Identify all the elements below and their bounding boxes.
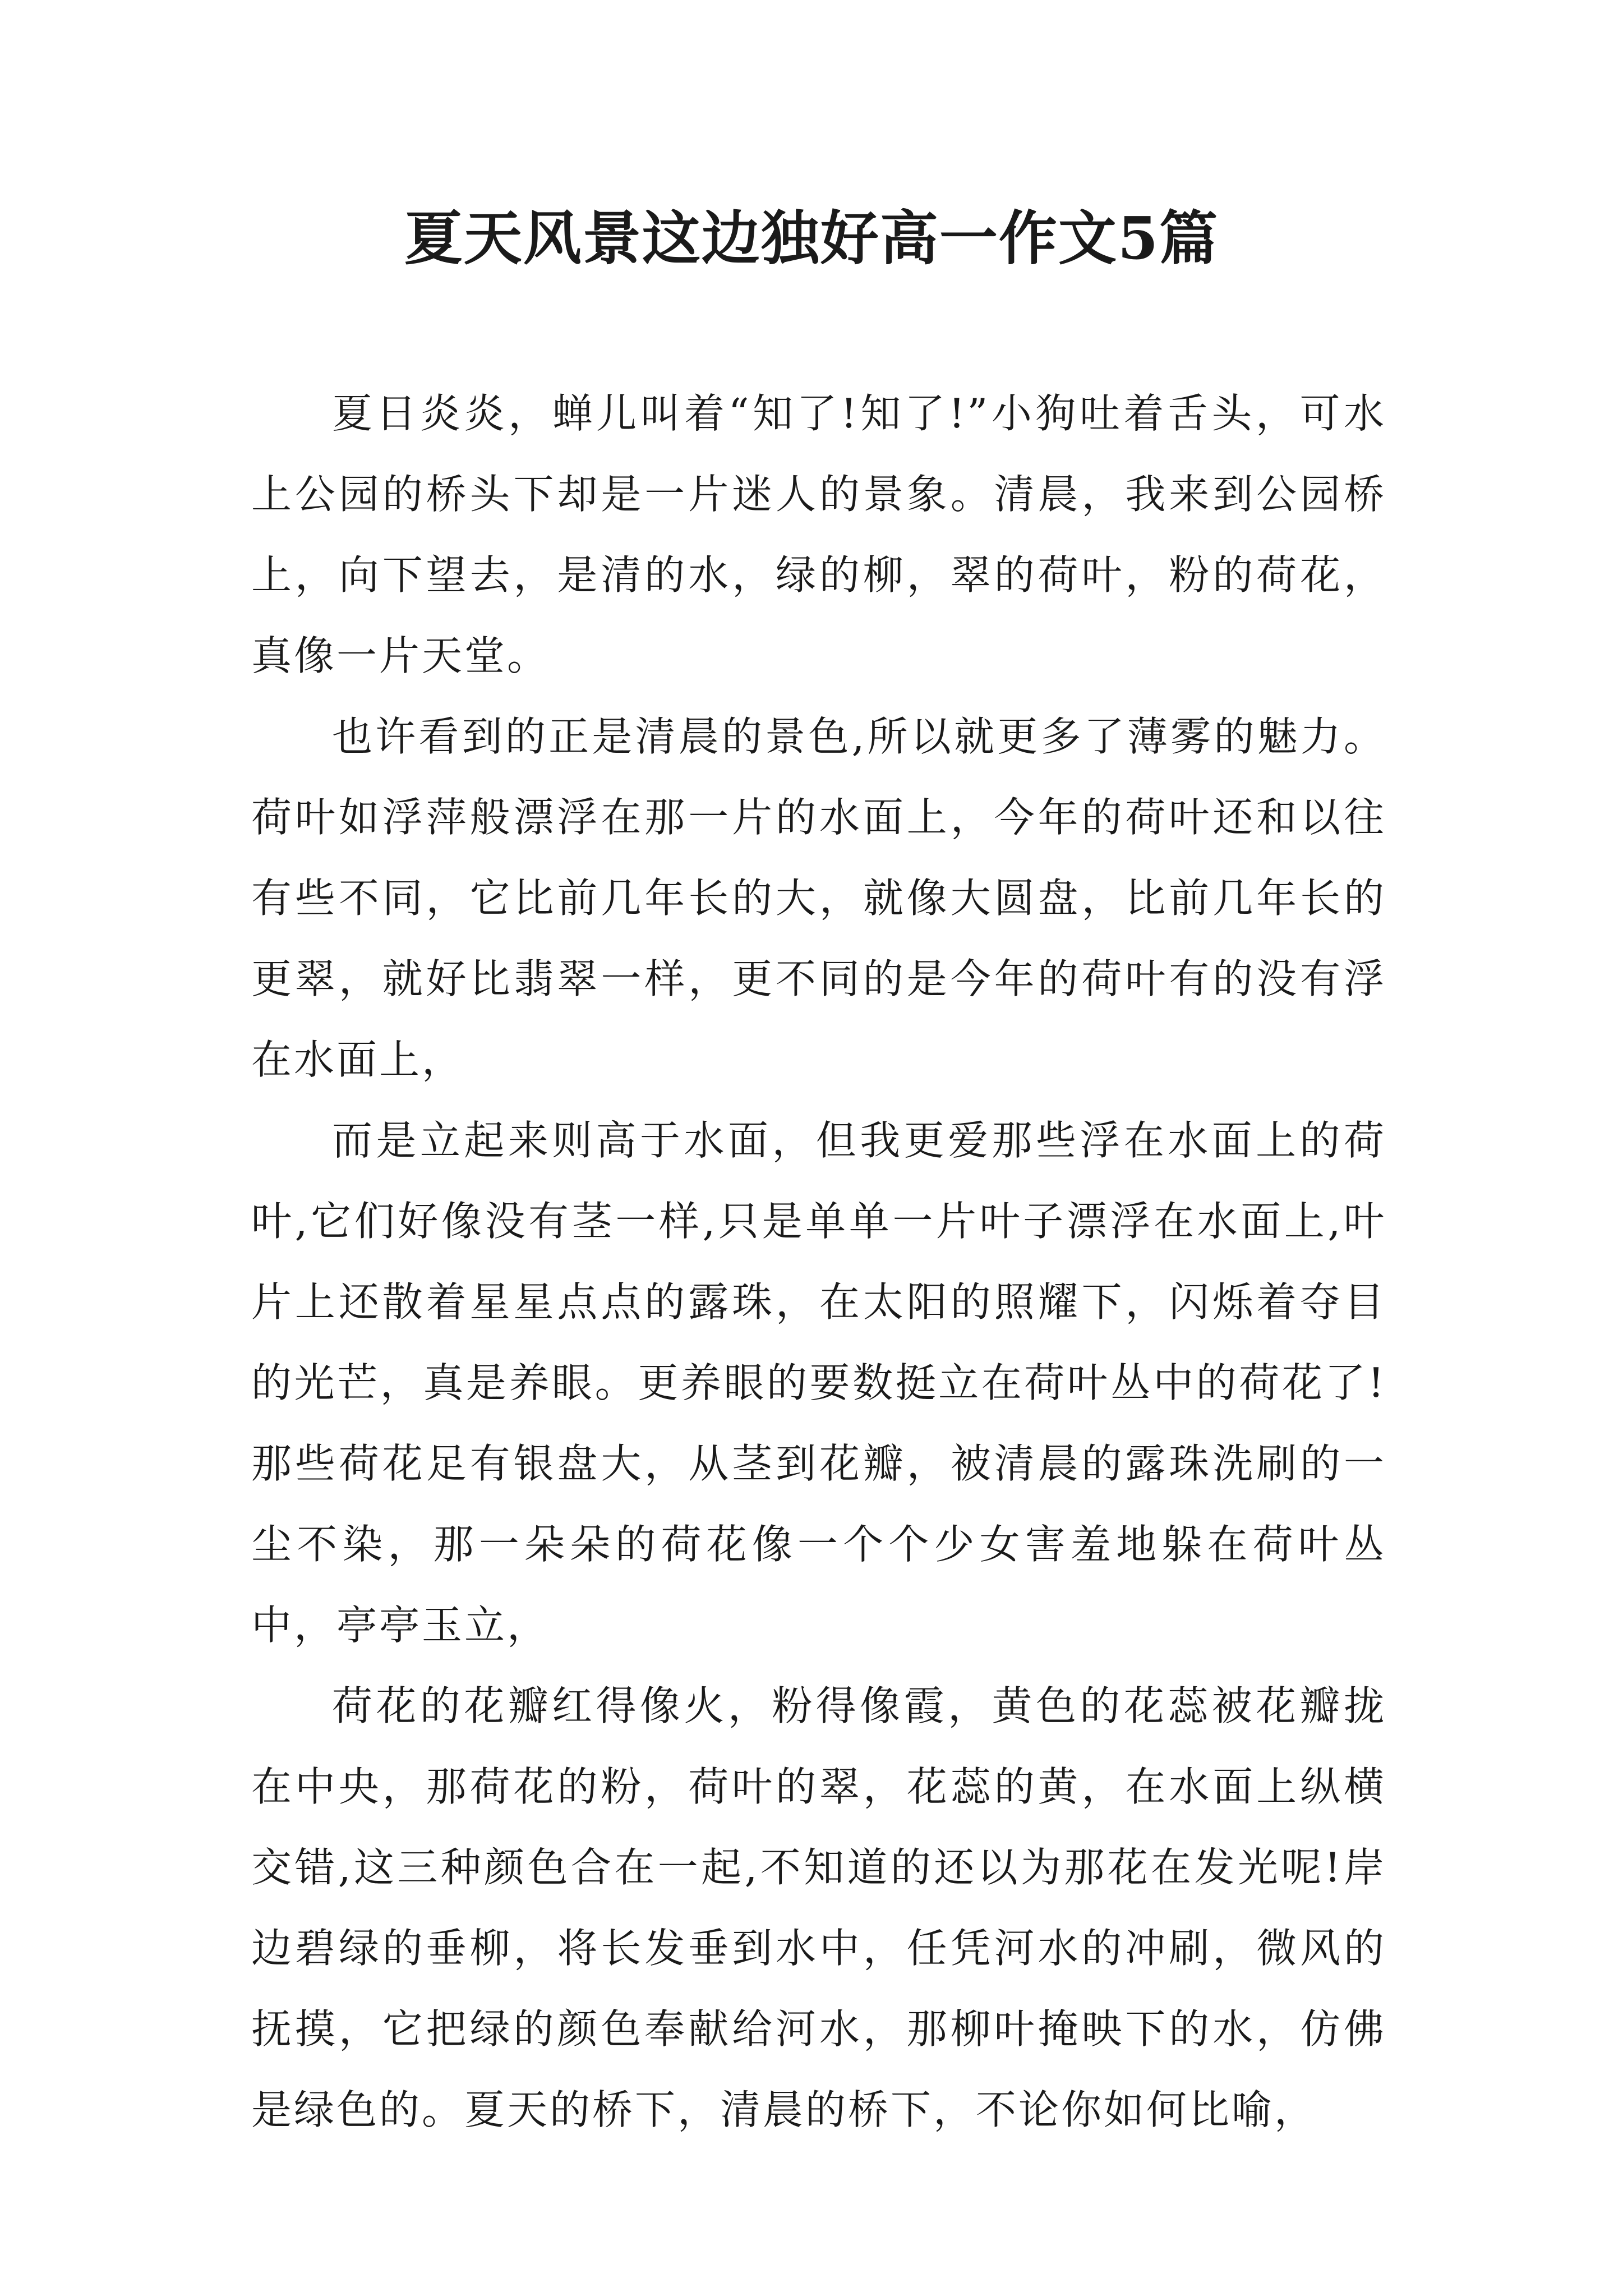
paragraph-2: 也许看到的正是清晨的景色,所以就更多了薄雾的魅力。荷叶如浮萍般漂浮在那一片的水面上，今年的荷叶还和以往有些不同，它比前几年长的大，就像大圆盘，比前几年长的更翠，就好比翡翠一样，更不同的是今年的荷叶有的没有浮在水面上， [251, 713, 1386, 1083]
document-body [251, 373, 1386, 2150]
paragraph-4: 荷花的花瓣红得像火，粉得像霞，黄色的花蕊被花瓣拢在中央，那荷花的粉，荷叶的翠，花蕊的黄，在水面上纵横交错,这三种颜色合在一起,不知道的还以为那花在发光呢!岸边碧绿的垂柳，将长发垂到水中，任凭河水的冲刷，微风的抚摸，它把绿的颜色奉献给河水，那柳叶掩映下的水，仿佛是绿色的。夏天的桥下，清晨的桥下，不论你如何比喻， [251, 1682, 1386, 2133]
document-title: 夏天风景这边独好高一作文5篇 [404, 204, 1219, 273]
paragraph-1: 夏日炎炎，蝉儿叫着“知了!知了!”小狗吐着舌头，可水上公园的桥头下却是一片迷人的景象。清晨，我来到公园桥上，向下望去，是清的水，绿的柳，翠的荷叶，粉的荷花，真像一片天堂。 [251, 390, 1386, 679]
paragraph-3: 而是立起来则高于水面，但我更爱那些浮在水面上的荷叶,它们好像没有茎一样,只是单单一片叶子漂浮在水面上,叶片上还散着星星点点的露珠，在太阳的照耀下，闪烁着夺目的光芒，真是养眼。更养眼的要数挺立在荷叶丛中的荷花了!那些荷花足有银盘大，从茎到花瓣，被清晨的露珠洗刷的一尘不染，那一朵朵的荷花像一个个少女害羞地躲在荷叶丛中，亭亭玉立， [251, 1117, 1386, 1649]
